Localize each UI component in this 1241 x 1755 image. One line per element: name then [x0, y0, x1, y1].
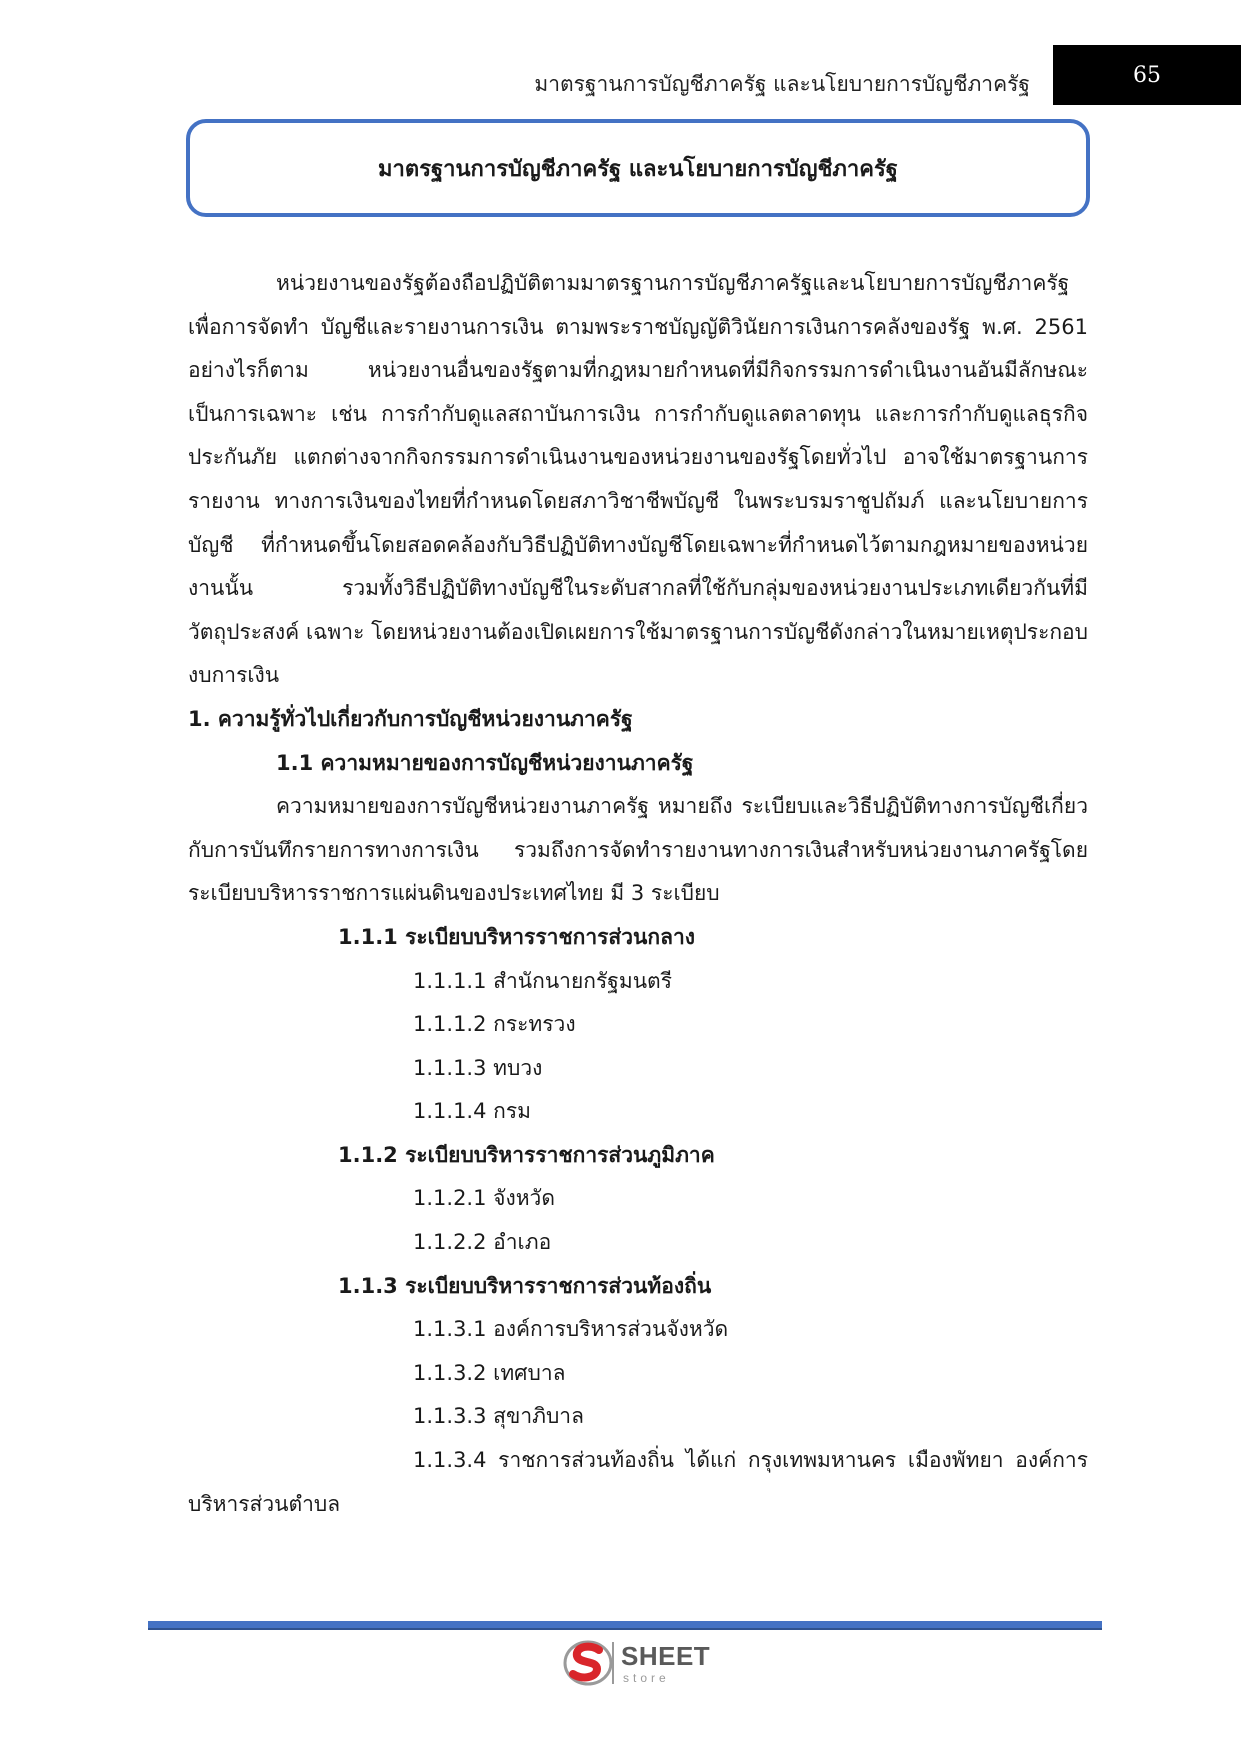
- logo-wordmark: SHEET: [621, 1641, 711, 1671]
- section-heading-1-1: 1.1 ความหมายของการบัญชีหน่วยงานภาครัฐ: [276, 750, 694, 775]
- list-item: 1.1.1.2 กระทรวง: [413, 1012, 576, 1037]
- list-item: 1.1.1.1 สำนักนายกรัฐมนตรี: [413, 968, 672, 993]
- page-content: [188, 262, 1088, 1526]
- section-heading-1-1-3: 1.1.3 ระเบียบบริหารราชการส่วนท้องถิ่น: [338, 1273, 712, 1298]
- chapter-title-box: [186, 119, 1090, 217]
- list-item: 1.1.3.3 สุขาภิบาล: [413, 1404, 584, 1429]
- section-heading-1: 1. ความรู้ทั่วไปเกี่ยวกับการบัญชีหน่วยงานภาครัฐ: [188, 706, 633, 731]
- section-heading-1-1-2: 1.1.2 ระเบียบบริหารราชการส่วนภูมิภาค: [338, 1142, 715, 1167]
- chapter-title: มาตรฐานการบัญชีภาครัฐ และนโยบายการบัญชีภาครัฐ: [378, 156, 898, 182]
- definition-paragraph: ความหมายของการบัญชีหน่วยงานภาครัฐ หมายถึง ระเบียบและวิธีปฏิบัติทางการบัญชีเกี่ยวกับการบันทึกรายการทางการเงิน รวมถึงการจัดทำรายงานทางการเงินสำหรับหน่วยงานภาครัฐโดยระเบียบบริหารราชการแผ่นดินของประเทศไทย มี 3 ระเบียบ: [188, 794, 1088, 906]
- list-item: 1.1.3.1 องค์การบริหารส่วนจังหวัด: [413, 1317, 729, 1342]
- list-item: 1.1.3.2 เทศบาล: [413, 1360, 566, 1385]
- footer-divider: [148, 1621, 1102, 1630]
- sheet-s-icon: [563, 1638, 617, 1688]
- logo-subtext: store: [623, 1671, 670, 1685]
- list-item: 1.1.1.3 ทบวง: [413, 1055, 543, 1080]
- page-number-box: [1053, 45, 1241, 105]
- list-item: 1.1.2.1 จังหวัด: [413, 1186, 555, 1211]
- running-header-title: มาตรฐานการบัญชีภาครัฐ และนโยบายการบัญชีภาครัฐ: [534, 72, 1030, 96]
- intro-paragraph: หน่วยงานของรัฐต้องถือปฏิบัติตามมาตรฐานการบัญชีภาครัฐและนโยบายการบัญชีภาครัฐ เพื่อการจัดทำ บัญชีและรายงานการเงิน ตามพระราชบัญญัติวินัยการเงินการคลังของรัฐ พ.ศ. 2561 อย่างไรก็ตาม หน่วยงานอื่นของรัฐตามที่กฎหมายกำหนดที่มีกิจกรรมการดำเนินงานอันมีลักษณะเป็นการเฉพาะ เช่น การกำกับดูแลสถาบันการเงิน การกำกับดูแลตลาดทุน และการกำกับดูแลธุรกิจประกันภัย แตกต่างจากกิจกรรมการดำเนินงานของหน่วยงานของรัฐโดยทั่วไป อาจใช้มาตรฐานการรายงาน ทางการเงินของไทยที่กำหนดโดยสภาวิชาชีพบัญชี ในพระบรมราชูปถัมภ์ และนโยบายการบัญชี ที่กำหนดขึ้นโดยสอดคล้องกับวิธีปฏิบัติทางบัญชีโดยเฉพาะที่กำหนดไว้ตามกฎหมายของหน่วยงานนั้น รวมทั้งวิธีปฏิบัติทางบัญชีในระดับสากลที่ใช้กับกลุ่มของหน่วยงานประเภทเดียวกันที่มีวัตถุประสงค์ เฉพาะ โดยหน่วยงานต้องเปิดเผยการใช้มาตรฐานการบัญชีดังกล่าวในหมายเหตุประกอบงบการเงิน: [188, 271, 1088, 688]
- list-item: 1.1.1.4 กรม: [413, 1099, 531, 1124]
- list-item: 1.1.2.2 อำเภอ: [413, 1230, 552, 1255]
- section-heading-1-1-1: 1.1.1 ระเบียบบริหารราชการส่วนกลาง: [338, 924, 696, 949]
- sheet-store-logo: [563, 1638, 723, 1688]
- page-number: 65: [1133, 62, 1161, 88]
- list-item-wrapped: 1.1.3.4 ราชการส่วนท้องถิ่น ได้แก่ กรุงเทพมหานคร เมืองพัทยา องค์การบริหารส่วนตำบล: [188, 1448, 1088, 1516]
